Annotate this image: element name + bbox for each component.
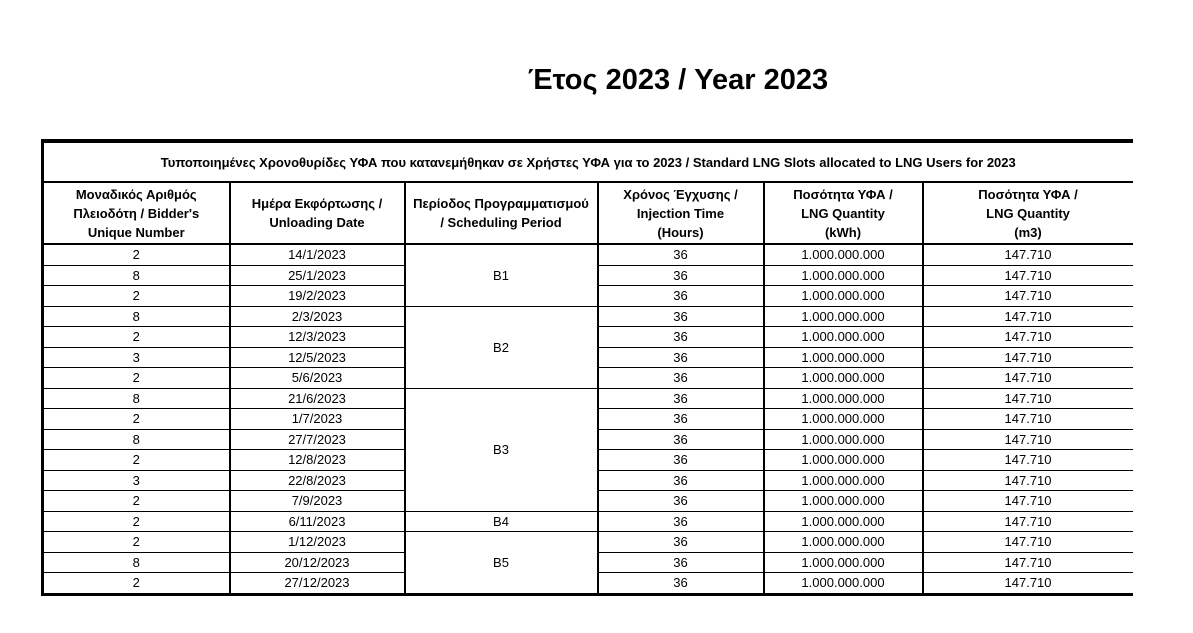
bidder-number-cell: 2 [43, 286, 230, 307]
header-row [43, 182, 1133, 244]
scheduling-period-cell: B4 [405, 511, 598, 532]
injection-time-cell: 36 [598, 552, 764, 573]
header-line: Unique Number [87, 224, 185, 240]
header-line: / Scheduling Period [440, 215, 562, 230]
injection-time-cell: 36 [598, 244, 764, 265]
lng-quantity-m3-cell: 147.710 [923, 388, 1133, 409]
lng-quantity-kwh-cell: 1.000.000.000 [764, 450, 923, 471]
lng-quantity-m3-cell: 147.710 [923, 409, 1133, 430]
lng-quantity-kwh-cell: 1.000.000.000 [764, 286, 923, 307]
lng-quantity-kwh-cell: 1.000.000.000 [764, 491, 923, 512]
bidder-number-cell: 2 [43, 409, 230, 430]
injection-time-cell: 36 [598, 450, 764, 471]
header-line: Ποσότητα ΥΦΑ / [793, 186, 893, 202]
lng-quantity-m3-cell: 147.710 [923, 552, 1133, 573]
lng-quantity-m3-cell: 147.710 [923, 306, 1133, 327]
bidder-number-cell: 3 [43, 470, 230, 491]
lng-quantity-kwh-cell: 1.000.000.000 [764, 368, 923, 389]
scheduling-period-cell: B2 [405, 306, 598, 388]
injection-time-cell: 36 [598, 265, 764, 286]
header-line: Unloading Date [269, 215, 365, 230]
header-line: (m3) [1014, 224, 1042, 240]
unloading-date-cell: 2/3/2023 [230, 306, 405, 327]
lng-quantity-m3-cell: 147.710 [923, 347, 1133, 368]
header-bidder-number [43, 182, 230, 244]
injection-time-cell: 36 [598, 429, 764, 450]
header-line: (Hours) [657, 224, 704, 240]
unloading-date-cell: 12/8/2023 [230, 450, 405, 471]
lng-quantity-m3-cell: 147.710 [923, 327, 1133, 348]
header-line: Injection Time [636, 205, 725, 221]
injection-time-cell: 36 [598, 409, 764, 430]
bidder-number-cell: 8 [43, 388, 230, 409]
table-caption: Τυποποιημένες Χρονοθυρίδες ΥΦΑ που κατανεμήθηκαν σε Χρήστες ΥΦΑ για το 2023 / Standard LNG Slots allocated to LNG Users for 2023 [43, 141, 1133, 182]
lng-quantity-kwh-cell: 1.000.000.000 [764, 429, 923, 450]
table-row [43, 244, 1133, 265]
bidder-number-cell: 2 [43, 511, 230, 532]
header-line: Πλειοδότη / Bidder's [73, 205, 200, 221]
injection-time-cell: 36 [598, 491, 764, 512]
lng-quantity-m3-cell: 147.710 [923, 573, 1133, 595]
bidder-number-cell: 8 [43, 429, 230, 450]
bidder-number-cell: 2 [43, 532, 230, 553]
scheduling-period-cell: B5 [405, 532, 598, 595]
unloading-date-cell: 20/12/2023 [230, 552, 405, 573]
table-row [43, 532, 1133, 553]
lng-quantity-kwh-cell: 1.000.000.000 [764, 511, 923, 532]
lng-quantity-kwh-cell: 1.000.000.000 [764, 265, 923, 286]
header-line: (kWh) [824, 224, 862, 240]
lng-quantity-kwh-cell: 1.000.000.000 [764, 409, 923, 430]
header-injection-time [598, 182, 764, 244]
lng-quantity-m3-cell: 147.710 [923, 532, 1133, 553]
page-title: Έτος 2023 / Year 2023 [527, 64, 829, 96]
header-line: Μοναδικός Αριθμός [75, 186, 197, 202]
bidder-number-cell: 2 [43, 327, 230, 348]
lng-quantity-m3-cell: 147.710 [923, 368, 1133, 389]
lng-quantity-kwh-cell: 1.000.000.000 [764, 552, 923, 573]
injection-time-cell: 36 [598, 573, 764, 595]
lng-quantity-m3-cell: 147.710 [923, 470, 1133, 491]
unloading-date-cell: 6/11/2023 [230, 511, 405, 532]
table-body [43, 244, 1133, 594]
header-lng-quantity-kwh [764, 182, 923, 244]
lng-quantity-m3-cell: 147.710 [923, 265, 1133, 286]
injection-time-cell: 36 [598, 511, 764, 532]
bidder-number-cell: 8 [43, 306, 230, 327]
unloading-date-cell: 19/2/2023 [230, 286, 405, 307]
bidder-number-cell: 3 [43, 347, 230, 368]
unloading-date-cell: 12/5/2023 [230, 347, 405, 368]
unloading-date-cell: 1/7/2023 [230, 409, 405, 430]
unloading-date-cell: 27/12/2023 [230, 573, 405, 595]
bidder-number-cell: 2 [43, 573, 230, 595]
header-scheduling-period [405, 182, 598, 244]
bidder-number-cell: 2 [43, 368, 230, 389]
unloading-date-cell: 27/7/2023 [230, 429, 405, 450]
unloading-date-cell: 7/9/2023 [230, 491, 405, 512]
lng-quantity-m3-cell: 147.710 [923, 286, 1133, 307]
lng-quantity-kwh-cell: 1.000.000.000 [764, 532, 923, 553]
header-line: Ποσότητα ΥΦΑ / [978, 186, 1078, 202]
header-line: Περίοδος Προγραμματισμού [413, 196, 589, 211]
header-line: Ημέρα Εκφόρτωσης / [251, 196, 383, 211]
injection-time-cell: 36 [598, 327, 764, 348]
table-row [43, 306, 1133, 327]
lng-quantity-kwh-cell: 1.000.000.000 [764, 327, 923, 348]
injection-time-cell: 36 [598, 347, 764, 368]
lng-quantity-kwh-cell: 1.000.000.000 [764, 347, 923, 368]
lng-slots-table [41, 139, 1133, 596]
lng-quantity-m3-cell: 147.710 [923, 244, 1133, 265]
table-row [43, 511, 1133, 532]
scheduling-period-cell: B3 [405, 388, 598, 511]
lng-quantity-kwh-cell: 1.000.000.000 [764, 388, 923, 409]
injection-time-cell: 36 [598, 532, 764, 553]
lng-quantity-kwh-cell: 1.000.000.000 [764, 573, 923, 595]
lng-quantity-m3-cell: 147.710 [923, 491, 1133, 512]
bidder-number-cell: 2 [43, 491, 230, 512]
injection-time-cell: 36 [598, 306, 764, 327]
unloading-date-cell: 21/6/2023 [230, 388, 405, 409]
table-row [43, 388, 1133, 409]
bidder-number-cell: 2 [43, 244, 230, 265]
lng-quantity-m3-cell: 147.710 [923, 511, 1133, 532]
scheduling-period-cell: B1 [405, 244, 598, 306]
header-line: LNG Quantity [801, 205, 885, 221]
unloading-date-cell: 5/6/2023 [230, 368, 405, 389]
bidder-number-cell: 8 [43, 265, 230, 286]
header-lng-quantity-m3 [923, 182, 1133, 244]
bidder-number-cell: 2 [43, 450, 230, 471]
bidder-number-cell: 8 [43, 552, 230, 573]
injection-time-cell: 36 [598, 388, 764, 409]
lng-quantity-kwh-cell: 1.000.000.000 [764, 470, 923, 491]
unloading-date-cell: 22/8/2023 [230, 470, 405, 491]
lng-quantity-kwh-cell: 1.000.000.000 [764, 306, 923, 327]
header-line: LNG Quantity [986, 205, 1070, 221]
lng-quantity-m3-cell: 147.710 [923, 429, 1133, 450]
unloading-date-cell: 12/3/2023 [230, 327, 405, 348]
unloading-date-cell: 1/12/2023 [230, 532, 405, 553]
injection-time-cell: 36 [598, 286, 764, 307]
lng-quantity-kwh-cell: 1.000.000.000 [764, 244, 923, 265]
unloading-date-cell: 14/1/2023 [230, 244, 405, 265]
header-line: Χρόνος Έγχυσης / [623, 186, 738, 202]
header-unloading-date [230, 182, 405, 244]
unloading-date-cell: 25/1/2023 [230, 265, 405, 286]
injection-time-cell: 36 [598, 368, 764, 389]
injection-time-cell: 36 [598, 470, 764, 491]
lng-quantity-m3-cell: 147.710 [923, 450, 1133, 471]
